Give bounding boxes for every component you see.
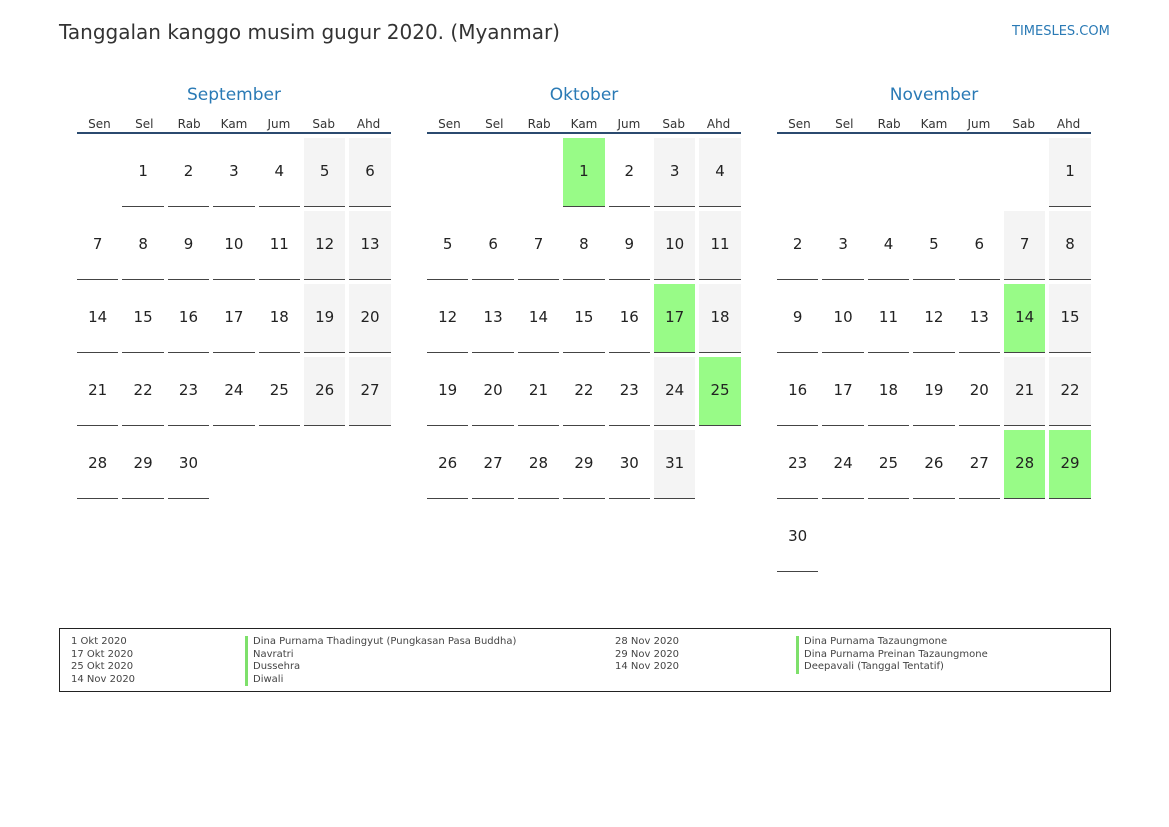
weekday-label: Sel [135, 117, 154, 131]
day-cell: 28 [518, 430, 559, 499]
holiday-day-cell: 14 [1004, 284, 1045, 353]
weekday-label: Sab [312, 117, 336, 131]
legend-date: 14 Nov 2020 [71, 673, 136, 685]
empty-cell [1004, 138, 1045, 207]
day-cell: 9 [777, 284, 818, 353]
day-cell: 10 [822, 284, 863, 353]
weekday-header [427, 116, 741, 134]
day-cell: 21 [518, 357, 559, 426]
holiday-day-cell: 28 [1004, 430, 1045, 499]
weekday-label: Ahd [706, 117, 731, 131]
empty-cell [518, 138, 559, 207]
day-cell: 22 [122, 357, 163, 426]
legend-dates-left [71, 636, 135, 686]
page-title: Tanggalan kanggo musim gugur 2020. (Myanmar) [59, 20, 560, 44]
day-cell: 5 [427, 211, 468, 280]
legend-date: 29 Nov 2020 [615, 648, 680, 660]
legend-names-left [245, 636, 516, 686]
weekday-label: Kam [220, 117, 248, 131]
day-cell: 3 [822, 211, 863, 280]
day-cell: 7 [518, 211, 559, 280]
legend-holiday-name: Dina Purnama Preinan Tazaungmone [796, 649, 988, 662]
weekday-label: Sab [1012, 117, 1036, 131]
month-november [777, 84, 1091, 572]
day-cell: 17 [822, 357, 863, 426]
day-cell: 10 [654, 211, 695, 280]
weekday-label: Ahd [356, 117, 381, 131]
day-cell: 20 [472, 357, 513, 426]
day-cell: 14 [77, 284, 118, 353]
day-cell: 3 [654, 138, 695, 207]
holiday-day-cell: 1 [563, 138, 604, 207]
day-cell: 6 [472, 211, 513, 280]
legend-date: 28 Nov 2020 [615, 636, 680, 647]
legend-date: 17 Okt 2020 [71, 648, 134, 660]
day-cell: 29 [563, 430, 604, 499]
day-cell: 12 [913, 284, 954, 353]
day-cell: 13 [472, 284, 513, 353]
weekday-header [77, 116, 391, 134]
day-cell: 5 [913, 211, 954, 280]
day-cell: 16 [609, 284, 650, 353]
day-cell: 23 [168, 357, 209, 426]
day-cell: 30 [168, 430, 209, 499]
weekday-label: Sab [662, 117, 686, 131]
weekday-header [777, 116, 1091, 134]
holiday-legend [59, 628, 1111, 692]
empty-cell [427, 138, 468, 207]
empty-cell [868, 138, 909, 207]
legend-holiday-name: Navratri [245, 649, 516, 662]
empty-cell [77, 138, 118, 207]
weekday-label: Rab [177, 117, 201, 131]
site-link[interactable]: TIMESLES.COM [1012, 24, 1110, 39]
weekday-label: Sel [835, 117, 854, 131]
day-cell: 8 [1049, 211, 1090, 280]
day-cell: 27 [472, 430, 513, 499]
day-cell: 16 [777, 357, 818, 426]
day-cell: 24 [213, 357, 254, 426]
empty-cell [959, 138, 1000, 207]
day-cell: 3 [213, 138, 254, 207]
month-september [77, 84, 391, 499]
day-cell: 13 [349, 211, 390, 280]
day-cell: 30 [609, 430, 650, 499]
empty-cell [472, 138, 513, 207]
month-name: Oktober [549, 85, 619, 105]
month-name: September [187, 85, 281, 105]
day-cell: 28 [77, 430, 118, 499]
day-cell: 23 [609, 357, 650, 426]
weekday-label: Sen [88, 117, 111, 131]
legend-date: 1 Okt 2020 [71, 636, 127, 647]
day-cell: 15 [1049, 284, 1090, 353]
day-cell: 5 [304, 138, 345, 207]
day-cell: 2 [777, 211, 818, 280]
day-cell: 26 [913, 430, 954, 499]
day-cell: 1 [1049, 138, 1090, 207]
day-cell: 8 [122, 211, 163, 280]
day-cell: 15 [122, 284, 163, 353]
day-cell: 4 [699, 138, 740, 207]
legend-holiday-name: Diwali [245, 674, 516, 687]
day-cell: 21 [77, 357, 118, 426]
day-cell: 17 [213, 284, 254, 353]
empty-cell [913, 138, 954, 207]
day-cell: 9 [609, 211, 650, 280]
month-oktober [427, 84, 741, 499]
day-cell: 16 [168, 284, 209, 353]
day-cell: 10 [213, 211, 254, 280]
day-cell: 19 [304, 284, 345, 353]
day-cell: 11 [868, 284, 909, 353]
day-cell: 25 [259, 357, 300, 426]
day-cell: 18 [699, 284, 740, 353]
weekday-label: Jum [267, 117, 291, 131]
weekday-label: Sen [788, 117, 811, 131]
day-cell: 14 [518, 284, 559, 353]
day-cell: 12 [427, 284, 468, 353]
empty-cell [822, 138, 863, 207]
empty-cell [777, 138, 818, 207]
day-cell: 18 [868, 357, 909, 426]
day-cell: 12 [304, 211, 345, 280]
month-name: November [889, 85, 979, 105]
legend-date: 25 Okt 2020 [71, 661, 134, 672]
day-cell: 20 [349, 284, 390, 353]
day-cell: 24 [822, 430, 863, 499]
day-cell: 8 [563, 211, 604, 280]
legend-holiday-name: Deepavali (Tanggal Tentatif) [796, 661, 988, 674]
day-cell: 22 [563, 357, 604, 426]
month-grid [777, 138, 1091, 572]
day-cell: 20 [959, 357, 1000, 426]
day-cell: 6 [349, 138, 390, 207]
day-cell: 15 [563, 284, 604, 353]
day-cell: 7 [77, 211, 118, 280]
weekday-label: Sel [485, 117, 504, 131]
day-cell: 21 [1004, 357, 1045, 426]
holiday-day-cell: 17 [654, 284, 695, 353]
day-cell: 27 [349, 357, 390, 426]
day-cell: 2 [609, 138, 650, 207]
day-cell: 29 [122, 430, 163, 499]
legend-holiday-name: Dina Purnama Thadingyut (Pungkasan Pasa Buddha) [245, 636, 516, 649]
day-cell: 19 [427, 357, 468, 426]
day-cell: 26 [304, 357, 345, 426]
weekday-label: Sen [438, 117, 461, 131]
weekday-label: Rab [877, 117, 901, 131]
day-cell: 11 [259, 211, 300, 280]
day-cell: 11 [699, 211, 740, 280]
month-grid [427, 138, 741, 499]
day-cell: 9 [168, 211, 209, 280]
day-cell: 31 [654, 430, 695, 499]
day-cell: 2 [168, 138, 209, 207]
weekday-label: Kam [570, 117, 598, 131]
weekday-label: Rab [527, 117, 551, 131]
month-grid [77, 138, 391, 499]
day-cell: 22 [1049, 357, 1090, 426]
day-cell: 26 [427, 430, 468, 499]
legend-date: 14 Nov 2020 [615, 661, 680, 672]
day-cell: 24 [654, 357, 695, 426]
legend-names-right [796, 636, 988, 674]
holiday-day-cell: 25 [699, 357, 740, 426]
day-cell: 19 [913, 357, 954, 426]
legend-holiday-name: Dina Purnama Tazaungmone [796, 636, 988, 649]
day-cell: 1 [122, 138, 163, 207]
weekday-label: Ahd [1056, 117, 1081, 131]
day-cell: 25 [868, 430, 909, 499]
holiday-day-cell: 29 [1049, 430, 1090, 499]
day-cell: 6 [959, 211, 1000, 280]
day-cell: 23 [777, 430, 818, 499]
day-cell: 4 [259, 138, 300, 207]
legend-dates-right [615, 636, 679, 674]
weekday-label: Jum [967, 117, 991, 131]
day-cell: 13 [959, 284, 1000, 353]
day-cell: 27 [959, 430, 1000, 499]
day-cell: 7 [1004, 211, 1045, 280]
legend-holiday-name: Dussehra [245, 661, 516, 674]
day-cell: 30 [777, 503, 818, 572]
weekday-label: Jum [617, 117, 641, 131]
day-cell: 18 [259, 284, 300, 353]
weekday-label: Kam [920, 117, 948, 131]
day-cell: 4 [868, 211, 909, 280]
